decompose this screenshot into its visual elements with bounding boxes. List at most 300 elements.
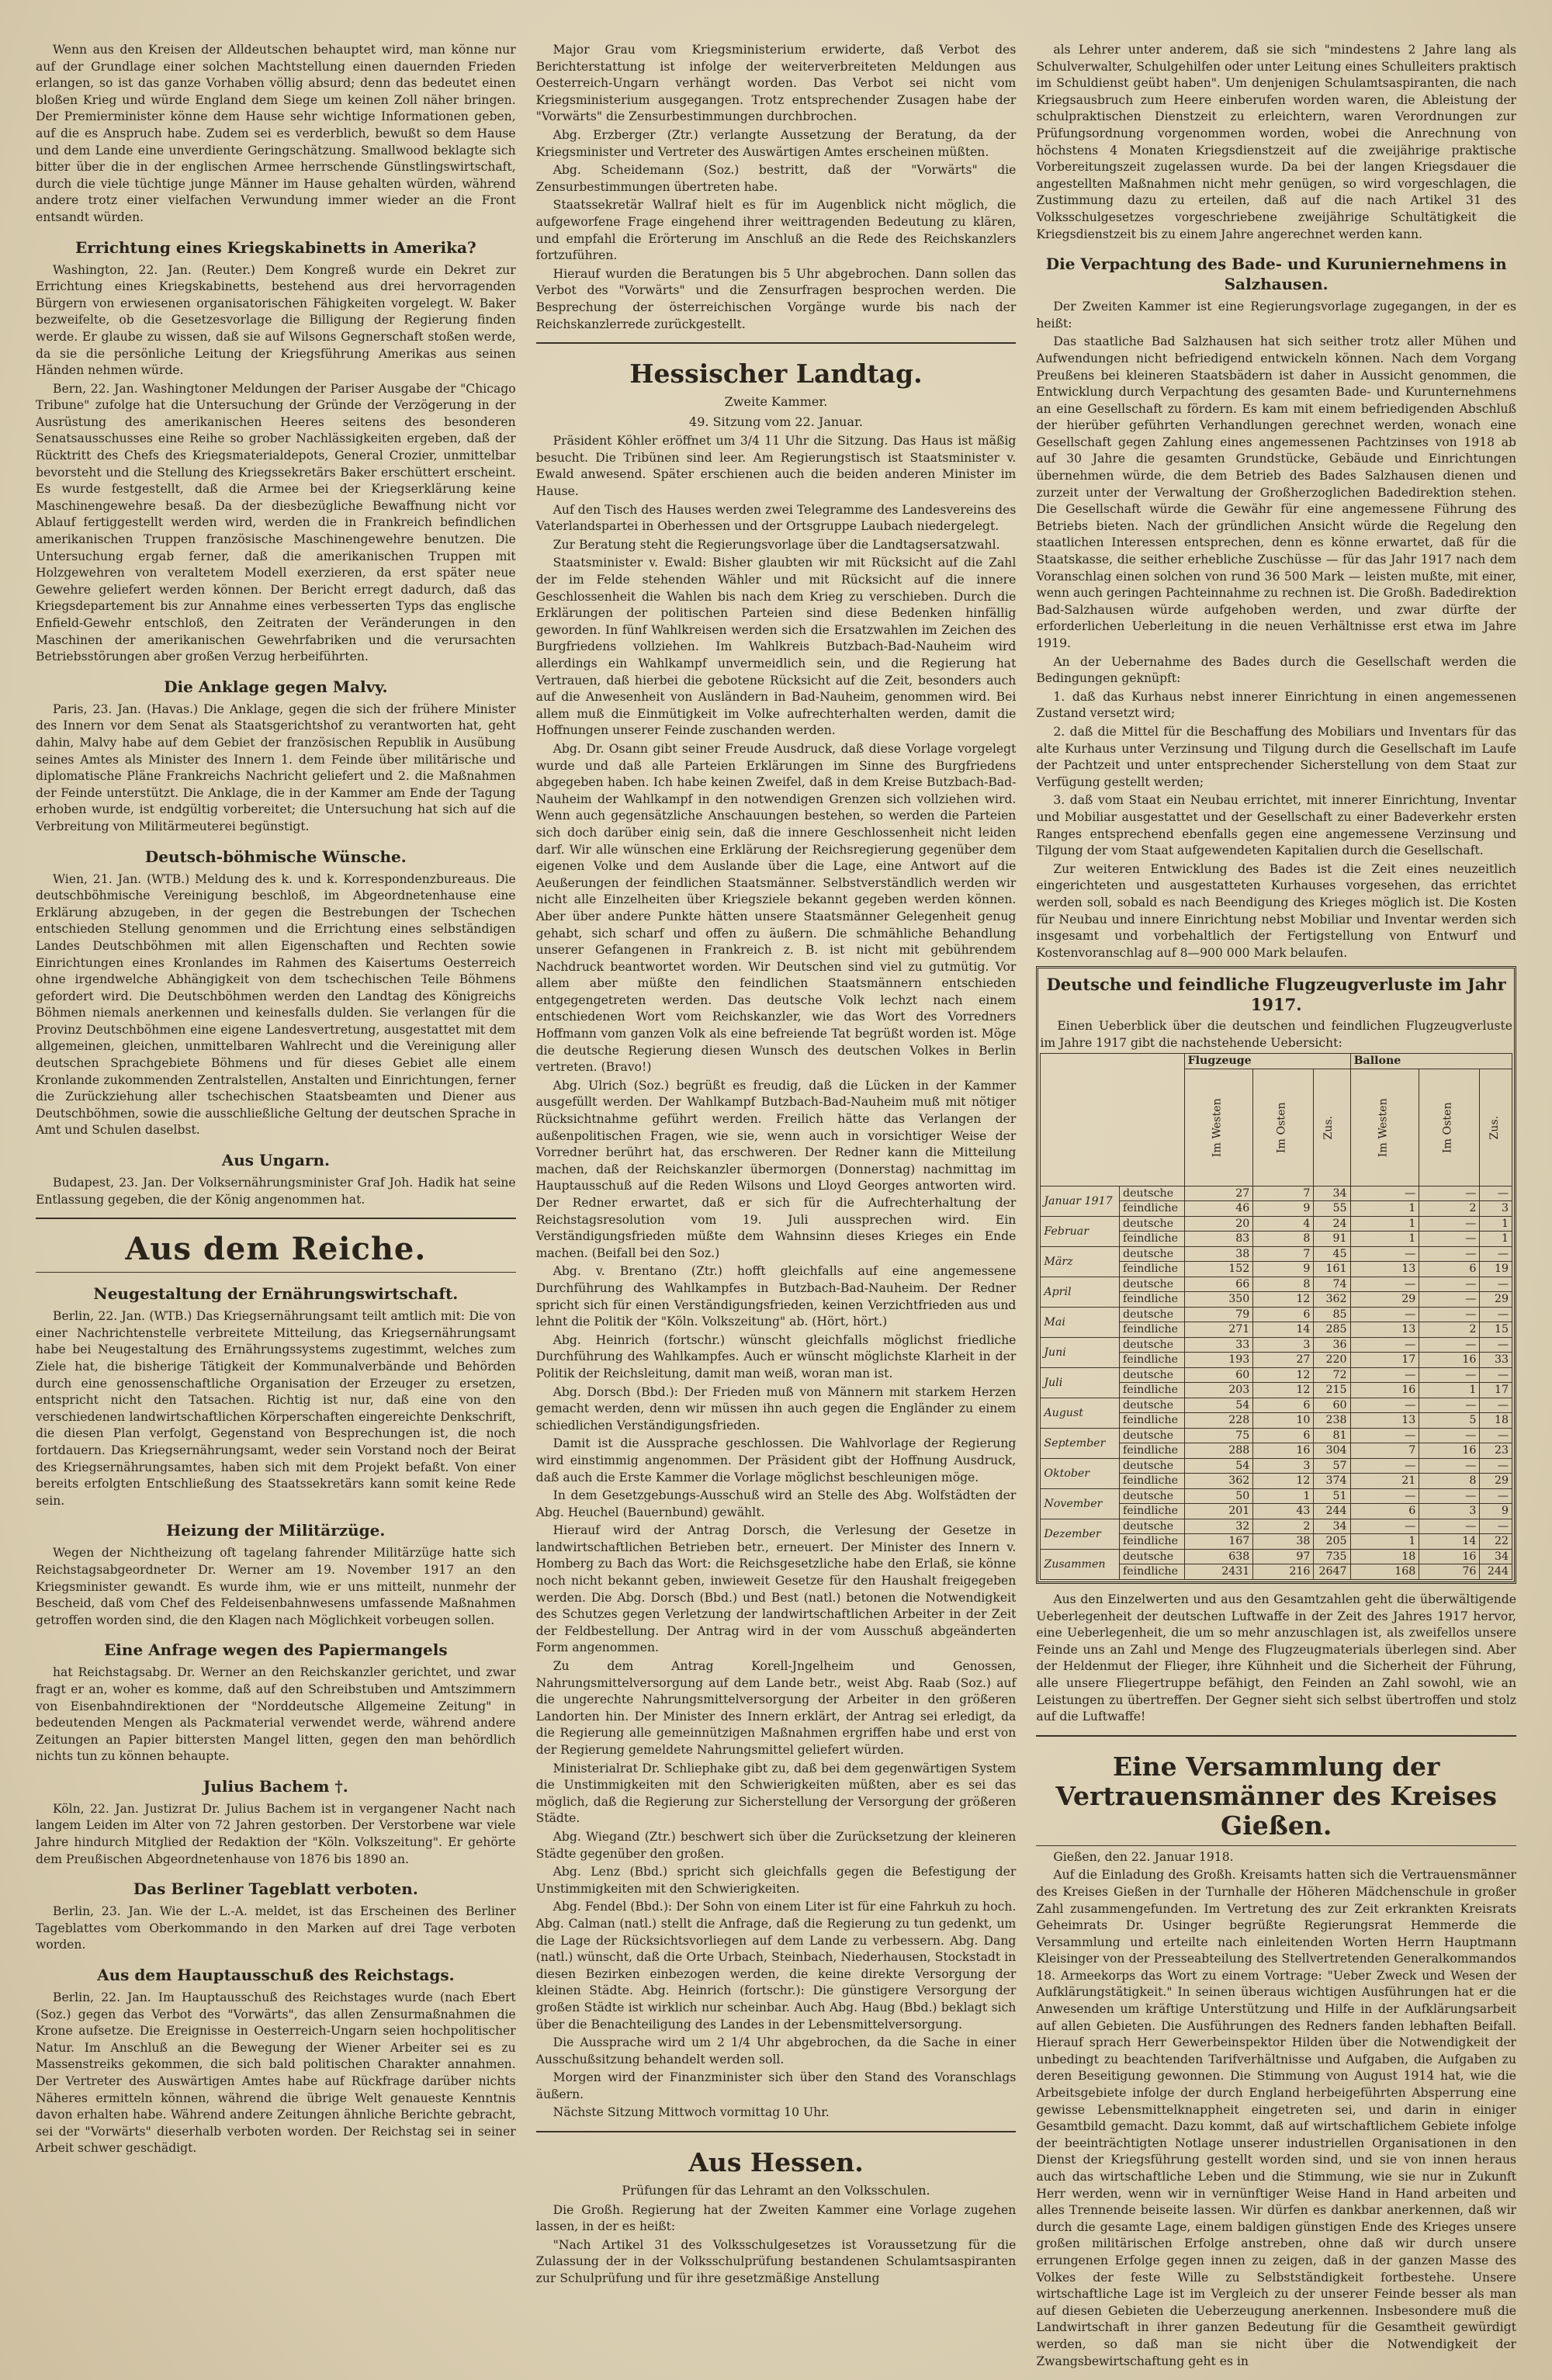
article-paragraph: als Lehrer unter anderem, daß sie sich "mindestens 2 Jahre lang als Schulverwalter, Schulgehilfen oder unter Leitung eines Schulleiters praktisch im Schuldienst geübt haben". Um denjenigen Schulamtsaspiranten, die nach Kriegsausbruch zum Heere einberufen worden waren, die Ableistung der schulpraktischen Dienstzeit zu erleichtern, waren Verordnungen zur Prüfungsordnung vorgenommen worden, wobei die Anrechnung von höchstens 4 Monaten Kriegsdienstzeit auf die zweijährige praktische Vorbereitungszeit zugelassen wurde. Da bei der langen Kriegsdauer die angestellten Maßnahmen nicht mehr genügen, so wird vorgeschlagen, die Zustimmung dazu zu erteilen, daß auf die nach Artikel 31 des Volksschulgesetzes vorgeschriebene zweijährige Schultätigkeit die Kriegsdienstzeit bis zu einem Jahre angerechnet werden kann.: [1036, 43, 1517, 241]
value-cell: 216: [1253, 1564, 1314, 1580]
table-title: Deutsche und feindliche Flugzeugverluste im Jahr 1917.: [1046, 975, 1506, 1015]
month-cell: August: [1041, 1398, 1120, 1428]
column-2: [536, 42, 1017, 2357]
value-cell: 288: [1184, 1443, 1253, 1459]
article-paragraph: Präsident Köhler eröffnet um 3/4 11 Uhr die Sitzung. Das Haus ist mäßig besucht. Die Tribünen sind leer. Am Regierungstisch ist Staatsminister v. Ewald anwesend. Später erschienen auch die beiden anderen Minister im Hause.: [535, 434, 1017, 499]
table-row: [1041, 1398, 1512, 1413]
value-cell: 9: [1480, 1504, 1512, 1519]
table-row: [1041, 1519, 1512, 1534]
month-cell: Februar: [1041, 1216, 1120, 1246]
section-subtitle: Zweite Kammer.: [724, 394, 828, 410]
month-cell: März: [1041, 1246, 1120, 1277]
value-cell: 36: [1314, 1337, 1350, 1353]
header-flugzeuge: Flugzeuge: [1184, 1054, 1350, 1069]
column-header-label: Im Osten: [1441, 1102, 1454, 1153]
value-cell: 38: [1253, 1534, 1314, 1550]
value-cell: —: [1480, 1307, 1512, 1322]
side-cell: feindliche: [1120, 1534, 1185, 1550]
side-cell: deutsche: [1120, 1549, 1185, 1564]
divider-rule: [1036, 1845, 1516, 1846]
column-header-label: Im Westen: [1377, 1098, 1390, 1157]
value-cell: 9: [1253, 1262, 1314, 1277]
value-cell: 18: [1480, 1413, 1512, 1429]
column-header: [1314, 1069, 1350, 1186]
value-cell: 203: [1184, 1383, 1253, 1398]
value-cell: —: [1350, 1398, 1419, 1413]
value-cell: —: [1419, 1428, 1480, 1443]
value-cell: 1: [1350, 1216, 1419, 1232]
value-cell: 152: [1184, 1262, 1253, 1277]
value-cell: 2: [1419, 1201, 1480, 1217]
article-paragraph: Paris, 23. Jan. (Havas.) Die Anklage, gegen die sich der frühere Minister des Innern vor dem Senat als Staatsgerichtshof zu verantworten hat, geht dahin, Malvy habe auf dem Gebiet der französischen Republik in Ausübung seines Amtes als Minister des Innern 1. dem Feinde über militärische und diplomatische Pläne Frankreichs Nachricht geliefert und 2. die Maßnahmen der Feinde unterstützt. Die Anklage, die in der Kammer am Ende der Tagung erhoben wurde, ist endgültig vorbereitet; die Untersuchung hat sich auf die Verbreitung von Militärmeuterei begünstigt.: [36, 702, 516, 833]
article-paragraph: Das staatliche Bad Salzhausen hat sich seither trotz aller Mühen und Aufwendungen nicht befriedigend entwickeln können. Nach dem Vorgang Preußens bei kleineren Staatsbädern ist daher in Aussicht genommen, die Entwicklung durch Verpachtung des gesamten Bade- und Kurunternehmens an eine Gesellschaft zu fördern. Es kam mit einem befriedigenden Abschluß der hierüber geführten Verhandlungen gerechnet werden, wonach eine Gesellschaft gegen Zahlung eines angemessenen Pachtzinses von 1918 ab auf 30 Jahre die gesamten Grundstücke, Gebäude und Einrichtungen übernehmen würde, die dem Betrieb des Bades Salzhausen dienen und zurzeit unter der Verwaltung der Großherzoglichen Badedirektion stehen. Die Gesellschaft würde die Gewähr für eine angemessene Führung des Betriebs bieten. Nach der gründlichen Ansicht würde die Regelung den staatlichen Interessen entsprechen, denn es könne erwartet, daß für die Staatskasse, die seither erhebliche Zuschüsse — für das Jahr 1917 nach dem Voranschlag einen solchen von rund 36 500 Mark — leisten mußte, mit einer, wenn auch geringen Pachteinnahme zu rechnen ist. Die Großh. Badedirektion Bad-Salzhausen würde aufgehoben werden, und zwar dürfte der erforderlichen Ueberleitung in die neuen Verhältnisse erst etwa im Jahre 1919.: [1036, 334, 1517, 650]
value-cell: 2431: [1184, 1564, 1253, 1580]
month-cell: Mai: [1041, 1307, 1120, 1337]
article-paragraph: 3. daß vom Staat ein Neubau errichtet, mit innerer Einrichtung, Inventar und Mobiliar ausgestattet und der Gesellschaft zu einer Badeverkehr ersten Ranges entsprechend ebenfalls gegen eine angemessene Verzinsung und Tilgung der vom Staat aufgewendeten Kapitalien durch die Gesellschaft.: [1036, 793, 1517, 858]
value-cell: 55: [1314, 1201, 1350, 1217]
side-cell: feindliche: [1120, 1564, 1185, 1580]
value-cell: 34: [1314, 1186, 1350, 1201]
month-cell: September: [1041, 1428, 1120, 1458]
value-cell: 5: [1419, 1413, 1480, 1429]
value-cell: 220: [1314, 1353, 1350, 1368]
value-cell: 24: [1314, 1216, 1350, 1232]
article-paragraph: Abg. Dr. Osann gibt seiner Freude Ausdruck, daß diese Vorlage vorgelegt wurde und daß alle Parteien Erklärungen im Sinne des Burgfriedens abgegeben haben. Ich habe keinen Zweifel, daß in dem Kreise Butzbach-Bad-Nauheim der Wahlkampf in den notwendigen Grenzen sich vollziehen wird. Wenn auch gegensätzliche Anschauungen bestehen, so werden die Parteien sich doch darüber einig sein, daß die innere Geschlossenheit nicht leiden darf. Wir alle wünschen eine Erklärung der Reichsregierung gegenüber dem eigenen Volke und dem Auslande über die Lage, eine Antwort auf die Aeußerungen der feindlichen Staatsmänner. Selbstverständlich werden wir nicht alle Einzelheiten über Kriegsziele bekannt gegeben werden können. Aber über andere Punkte hätten unsere Staatsmänner Gelegenheit genug gehabt, sich scharf und offen zu äußern. Die schmähliche Behandlung unserer Gefangenen in Frankreich z. B. ist nicht mit gebührendem Nachdruck beantwortet worden. Wir Deutschen sind viel zu gutmütig. Vor allem aber müßte den feindlichen Staatsmännern entschieden entgegengetreten werden. Das deutsche Volk lechzt nach einem entschiedenen Wort vom Reichskanzler, wie das Wort des Vorredners Hoffmann vom ganzen Volk als eine befreiende Tat begrüßt worden ist. Möge die deutsche Regierung diesen Wunsch des deutschen Volkes in Berlin vertreten. (Bravo!): [535, 741, 1017, 1075]
table-row: [1041, 1216, 1512, 1232]
side-cell: feindliche: [1120, 1443, 1185, 1459]
side-cell: feindliche: [1120, 1504, 1185, 1519]
value-cell: —: [1419, 1292, 1480, 1308]
value-cell: 13: [1350, 1413, 1419, 1429]
table-row: [1041, 1246, 1512, 1262]
value-cell: 6: [1253, 1428, 1314, 1443]
column-header-label: Im Osten: [1275, 1102, 1288, 1153]
value-cell: 21: [1350, 1474, 1419, 1489]
value-cell: —: [1419, 1519, 1480, 1534]
value-cell: 34: [1314, 1519, 1350, 1534]
column-header: [1480, 1069, 1512, 1186]
value-cell: 83: [1184, 1232, 1253, 1247]
value-cell: 7: [1253, 1186, 1314, 1201]
value-cell: 8: [1419, 1474, 1480, 1489]
article-paragraph: Abg. Ulrich (Soz.) begrüßt es freudig, daß die Lücken in der Kammer ausgefüllt werden. Der Wahlkampf Butzbach-Bad-Nauheim muß mit nötiger Rücksichtnahme geführt werden. Freilich hätte das Verlangen der außenpolitischen Fragen, wie sie, wenn auch in vorsichtiger Weise der Vorredner berührt hat, das erschweren. Der Redner kann die Mitteilung machen, daß der Reichskanzler übermorgen (Donnerstag) nachmittag im Hauptausschuß auf die Reden Wilsons und Lloyd Georges antworten wird. Der Redner erwartet, daß er sich für die Aufrechterhaltung der Reichstagsresolution vom 19. Juli aussprechen wird. Ein Verständigungsfrieden müßte dem Wahnsinn dieses Krieges ein Ende machen. (Beifall bei den Soz.): [535, 1078, 1017, 1260]
value-cell: —: [1419, 1398, 1480, 1413]
value-cell: 1: [1350, 1232, 1419, 1247]
value-cell: 12: [1253, 1367, 1314, 1383]
value-cell: —: [1419, 1216, 1480, 1232]
value-cell: —: [1419, 1458, 1480, 1474]
article-paragraph: Bern, 22. Jan. Washingtoner Meldungen der Pariser Ausgabe der "Chicago Tribune" zufolge hat die Untersuchung der Gründe der Verzögerung in der Ausrüstung des amerikanischen Heeres seitens des besonderen Senatsausschusses eine Reihe so grober Nachlässigkeiten ergeben, daß der Rücktritt des Chefs des Kriegsmaterialdepots, General Crozier, unmittelbar bevorsteht und die Stellung des Kriegssekretärs Baker erschüttert erscheint. Es wurde festgestellt, daß die Armee bei der Kriegserklärung keine Maschinengewehre besaß. Da der diesbezügliche Bewaffnung nicht vor Ablauf fertiggestellt werden wird, werden die in Frankreich befindlichen amerikanischen Truppen französische Maschinengewehre benutzen. Die Untersuchung ergab ferner, daß die amerikanischen Truppen mit Holzgewehren von veraltetem Modell exerzieren, da erst später neue Gewehre geliefert werden können. Der Bericht erregt dadurch, daß das Kriegsdepartement bis zur Annahme eines verbesserten Typs das englische Enfield-Gewehr entschloß, den Zeitraten der Veränderungen in den Maschinen der amerikanischen Gewehrfabriken und die verursachten Betriebsstörungen aber großen Verzug herbeiführten.: [36, 381, 516, 664]
value-cell: 167: [1184, 1534, 1253, 1550]
value-cell: 91: [1314, 1232, 1350, 1247]
article-paragraph: Auf den Tisch des Hauses werden zwei Telegramme des Landesvereins des Vaterlandspartei in Oberhessen und der Ortsgruppe Laubach niedergelegt.: [535, 502, 1017, 534]
value-cell: 50: [1184, 1488, 1253, 1504]
article-paragraph: Abg. Heinrich (fortschr.) wünscht gleichfalls möglichst friedliche Durchführung des Wahlkampfes. Auch er wünscht möglichste Klarheit in der Politik der Reichsleitung, damit man weiß, woran man ist.: [535, 1332, 1017, 1381]
article-paragraph: Major Grau vom Kriegsministerium erwiderte, daß Verbot des Berichterstattung ist infolge der weiterverbreiteten Meldungen aus Oesterreich-Ungarn verhängt worden. Das Verbot sei nicht vom Kriegsministerium ausgegangen. Trotz entsprechender Zusagen habe der "Vorwärts" die Zensurbestimmungen durchbrochen.: [535, 43, 1017, 124]
article-paragraph: "Nach Artikel 31 des Volksschulgesetzes ist Voraussetzung für die Zulassung der in der Volksschulprüfung bestandenen Schulamtsaspiranten zur Schulprüfung und für ihre gesetzmäßige Anstellung: [535, 2237, 1017, 2286]
article-headline: Hessischer Landtag.: [629, 359, 923, 390]
value-cell: —: [1480, 1398, 1512, 1413]
session-line: 49. Sitzung vom 22. Januar.: [689, 414, 863, 429]
side-cell: deutsche: [1120, 1428, 1185, 1443]
value-cell: —: [1480, 1519, 1512, 1534]
side-cell: feindliche: [1120, 1292, 1185, 1308]
value-cell: 2: [1253, 1519, 1314, 1534]
value-cell: 27: [1184, 1186, 1253, 1201]
article-paragraph: Abg. Erzberger (Ztr.) verlangte Aussetzung der Beratung, da der Kriegsminister und Vertreter des Auswärtigen Amtes erscheinen müßten.: [535, 127, 1017, 159]
value-cell: —: [1350, 1246, 1419, 1262]
value-cell: —: [1350, 1186, 1419, 1201]
value-cell: —: [1419, 1232, 1480, 1247]
value-cell: 2647: [1314, 1564, 1350, 1580]
column-header: [1419, 1069, 1480, 1186]
value-cell: 54: [1184, 1458, 1253, 1474]
value-cell: 79: [1184, 1307, 1253, 1322]
value-cell: 4: [1253, 1216, 1314, 1232]
value-cell: 15: [1480, 1322, 1512, 1338]
value-cell: 362: [1184, 1474, 1253, 1489]
value-cell: 1: [1253, 1488, 1314, 1504]
article-headline: Aus dem Hauptausschuß des Reichstags.: [97, 1966, 455, 1985]
value-cell: 1: [1480, 1216, 1512, 1232]
table-row: [1041, 1428, 1512, 1443]
article-paragraph: Nächste Sitzung Mittwoch vormittag 10 Uhr.: [553, 2105, 830, 2120]
value-cell: 6: [1419, 1262, 1480, 1277]
article-headline: Errichtung eines Kriegskabinetts in Amerika?: [74, 237, 476, 257]
article-paragraph: Abg. Dorsch (Bbd.): Der Frieden muß von Männern mit starkem Herzen gemacht werden, denn wir müssen ihn auch gegen die Engländer zu einem schiedlichen Verständigungsfrieden.: [535, 1384, 1017, 1433]
article-paragraph: Staatssekretär Wallraf hielt es für im Augenblick nicht möglich, die aufgeworfene Frage eingehend ihrer weittragenden Bedeutung zu klären, und empfahl die Erörterung im Anschluß an die Rede des Reichskanzlers fortzuführen.: [535, 198, 1017, 263]
value-cell: 215: [1314, 1383, 1350, 1398]
value-cell: 7: [1253, 1246, 1314, 1262]
side-cell: feindliche: [1120, 1413, 1185, 1429]
value-cell: 13: [1350, 1262, 1419, 1277]
side-cell: feindliche: [1120, 1232, 1185, 1247]
article-paragraph: Budapest, 23. Jan. Der Volksernährungsminister Graf Joh. Hadik hat seine Entlassung gegeben, die der König angenommen hat.: [36, 1176, 516, 1207]
table-row: [1041, 1549, 1512, 1564]
article-paragraph: Zur Beratung steht die Regierungsvorlage über die Landtagsersatzwahl.: [553, 537, 1000, 552]
article-paragraph: Berlin, 22. Jan. Im Hauptausschuß des Reichstages wurde (nach Ebert (Soz.) gegen das Verbot des "Vorwärts", das allen Zensurmaßnahmen die Krone aufsetze. Die Ereignisse in Oesterreich-Ungarn seien hochpolitischer Natur. Im Anschluß an die Bewegung der Wiener Arbeiter sei es zu Massenstreiks gekommen, die sich bald politischen Charakter annahmen. Der Vertreter des Auswärtigen Amtes habe auf Rückfrage darüber nichts Näheres ermitteln können, während die übrige Welt genaueste Kenntnis davon erhalten habe. Während andere Zeitungen ähnliche Berichte gebracht, sei der "Vorwärts" dieserhalb verboten worden. Der Reichstag sei in seiner Arbeit schwer geschädigt.: [36, 1990, 516, 2156]
value-cell: —: [1480, 1488, 1512, 1504]
side-cell: feindliche: [1120, 1322, 1185, 1338]
column-header: [1350, 1069, 1419, 1186]
value-cell: 33: [1184, 1337, 1253, 1353]
article-paragraph: Abg. Lenz (Bbd.) spricht sich gleichfalls gegen die Befestigung der Unstimmigkeiten mit den Schwierigkeiten.: [535, 1865, 1017, 1896]
article-paragraph: Der Zweiten Kammer ist eine Regierungsvorlage zugegangen, in der es heißt:: [1036, 300, 1517, 331]
value-cell: 13: [1350, 1322, 1419, 1338]
value-cell: —: [1350, 1428, 1419, 1443]
value-cell: 304: [1314, 1443, 1350, 1459]
value-cell: 1: [1350, 1534, 1419, 1550]
table-row: [1041, 1186, 1512, 1201]
article-paragraph: Auf die Einladung des Großh. Kreisamts hatten sich die Vertrauensmänner des Kreises Gießen in der Turnhalle der Höheren Mädchenschule in großer Zahl zusammengefunden. Im Vertretung des zur Zeit erkrankten Kreisrats Geheimrats Dr. Usinger begrüßte Regierungsrat Hemmerde die Versammlung und erteilte nach einleitenden Worten Herrn Hauptmann Kleisinger von der Presseabteilung des Stellvertretenden Generalkommandos 18. Armeekorps das Wort zu einem Vortrage: "Ueber Zweck und Wesen der Aufklärungstätigkeit." In seinen überaus wichtigen Ausführungen hat er die Anwesenden um kräftige Unterstützung und Hilfe in der Aufklärungsarbeit auf allen Gebieten. Die Ausführungen des Redners fanden lebhaften Beifall. Hierauf sprach Herr Gewerbeinspektor Hilden über die Notwendigkeit der unbedingt zu beachtenden Tarifverhältnisse und Aufgaben, die Aufgaben zu deren Beseitigung gewonnen. Die Stimmung von August 1914 hat, wie die Arbeitsgebiete infolge der durch England herbeigeführten Absperrung eine gewisse Lebensmittelknappheit eingetreten sei, und darin in einiger Gesamtbild gemacht. Dazu kommt, daß auf wirtschaftlichem Gebiete infolge der beeinträchtigten Notlage unserer industriellen Organisationen in den Dienst der Kriegsführung gestellt worden sind, und sie von innen heraus auch das wirtschaftliche Leben und die Stimmung, wie sie nur in Zukunft Herr werden, wenn wir in vernünftiger Weise Hand in Hand arbeiten und alles Trennende beiseite lassen. Wir dürfen es dankbar anerkennen, daß wir durch die gesamte Lage, einem baldigen günstigen Ende des Krieges unsere großen militärischen Erfolge anstreben, ohne daß wir durch unsere errungenen Erfolge gegen innen zu zeigen, daß in der ganzen Masse des Volkes der feste Wille zu Selbstständigkeit fortbestehe. Unsere wirtschaftliche Lage ist im Vergleich zu der unserer Feinde besser als man auf diesen Gebieten die Ueberzeugung anerkennen. Insbesondere muß die Landwirtschaft in ihrer ganzen Bedeutung für die Gesamtheit gewürdigt werden, so daß man sie nicht über die Notwendigkeit der Zwangsbewirtschaftung geht es in: [1036, 1868, 1517, 2368]
article-headline: Eine Anfrage wegen des Papiermangels: [104, 1640, 448, 1660]
value-cell: —: [1480, 1367, 1512, 1383]
value-cell: 33: [1480, 1353, 1512, 1368]
table-row: [1041, 1307, 1512, 1322]
article-paragraph: 1. daß das Kurhaus nebst innerer Einrichtung in einen angemessenen Zustand versetzt wird;: [1036, 689, 1517, 721]
value-cell: 46: [1184, 1201, 1253, 1217]
table-row: [1041, 1277, 1512, 1292]
value-cell: 238: [1314, 1413, 1350, 1429]
value-cell: —: [1419, 1307, 1480, 1322]
value-cell: 14: [1419, 1534, 1480, 1550]
value-cell: —: [1480, 1277, 1512, 1292]
month-cell: November: [1041, 1488, 1120, 1519]
value-cell: 57: [1314, 1458, 1350, 1474]
side-cell: deutsche: [1120, 1398, 1185, 1413]
value-cell: 1: [1350, 1201, 1419, 1217]
section-subtitle: Prüfungen für das Lehramt an den Volksschulen.: [622, 2183, 930, 2198]
article-headline: Neugestaltung der Ernährungswirtschaft.: [93, 1284, 459, 1304]
table-corner: [1041, 1054, 1184, 1187]
value-cell: —: [1350, 1337, 1419, 1353]
value-cell: 6: [1350, 1504, 1419, 1519]
value-cell: 16: [1419, 1353, 1480, 1368]
value-cell: 161: [1314, 1262, 1350, 1277]
value-cell: —: [1480, 1458, 1512, 1474]
column-header: [1253, 1069, 1314, 1186]
value-cell: 60: [1314, 1398, 1350, 1413]
value-cell: —: [1350, 1488, 1419, 1504]
value-cell: 244: [1480, 1564, 1512, 1580]
article-paragraph: Gießen, den 22. Januar 1918.: [1053, 1849, 1234, 1864]
value-cell: 9: [1253, 1201, 1314, 1217]
value-cell: 29: [1480, 1474, 1512, 1489]
value-cell: —: [1350, 1367, 1419, 1383]
article-paragraph: Zur weiteren Entwicklung des Bades ist die Zeit eines neuzeitlich eingerichteten und ausgestatteten Kurhauses vorgesehen, das errichtet werden soll, sobald es nach Beendigung des Krieges möglich ist. Die Kosten für Neubau und innere Einrichtung nebst Mobiliar und Inventar werden sich insgesamt und vorbehaltlich der Fertigstellung von Entwurf und Kostenvoranschlag auf 8—900 000 Mark belaufen.: [1036, 861, 1517, 960]
value-cell: 16: [1419, 1443, 1480, 1459]
article-paragraph: Hierauf wird der Antrag Dorsch, die Verlesung der Gesetze in landwirtschaftlichen Betrieben betr., erneuert. Der Minister des Innern v. Homberg zu Bach das Wort: die Reichsgesetzliche habe den Erlaß, sie könne noch nicht bekannt geben, inwieweit Gesetze für den Haushalt freigegeben werden. Die Abg. Dorsch (Bbd.) und Best (natl.) betonen die Notwendigkeit des Schutzes gegen Verletzung der landwirtschaftlichen Arbeiter in der Zeit der Feldbestellung. Der Antrag wird in der vom Ausschuß abgeänderten Form angenommen.: [535, 1523, 1017, 1655]
article-paragraph: Die Großh. Regierung hat der Zweiten Kammer eine Vorlage zugehen lassen, in der es heißt:: [535, 2202, 1017, 2234]
article-headline: Eine Versammlung der Vertrauensmänner des Kreises Gießen.: [1055, 1751, 1497, 1841]
article-paragraph: Berlin, 23. Jan. Wie der L.-A. meldet, ist das Erscheinen des Berliner Tageblattes vom Oberkommando in den Marken auf drei Tage verboten worden.: [36, 1904, 516, 1952]
value-cell: 8: [1253, 1277, 1314, 1292]
value-cell: 45: [1314, 1246, 1350, 1262]
divider-rule: [536, 342, 1017, 344]
value-cell: 3: [1253, 1337, 1314, 1353]
value-cell: —: [1350, 1277, 1419, 1292]
value-cell: 362: [1314, 1292, 1350, 1308]
article-paragraph: Köln, 22. Jan. Justizrat Dr. Julius Bachem ist in vergangener Nacht nach langem Leiden im Alter von 72 Jahren gestorben. Der Verstorbene war viele Jahre hindurch Mitglied der Redaktion der "Köln. Volkszeitung". Er gehörte dem Preußischen Abgeordnetenhause von 1876 bis 1890 an.: [36, 1801, 516, 1866]
side-cell: deutsche: [1120, 1216, 1185, 1232]
value-cell: 32: [1184, 1519, 1253, 1534]
table-row: [1041, 1458, 1512, 1474]
value-cell: 27: [1253, 1353, 1314, 1368]
value-cell: 735: [1314, 1549, 1350, 1564]
value-cell: 638: [1184, 1549, 1253, 1564]
value-cell: 350: [1184, 1292, 1253, 1308]
value-cell: —: [1419, 1367, 1480, 1383]
value-cell: 271: [1184, 1322, 1253, 1338]
value-cell: —: [1419, 1488, 1480, 1504]
value-cell: 16: [1419, 1549, 1480, 1564]
value-cell: 3: [1419, 1504, 1480, 1519]
value-cell: 38: [1184, 1246, 1253, 1262]
value-cell: 18: [1350, 1549, 1419, 1564]
value-cell: 16: [1253, 1443, 1314, 1459]
value-cell: 22: [1480, 1534, 1512, 1550]
table-row: [1041, 1367, 1512, 1383]
article-paragraph: Berlin, 22. Jan. (WTB.) Das Kriegsernährungsamt teilt amtlich mit: Die von einer Nachrichtenstelle verbreitete Mitteilung, das Kriegsernährungsamt habe bei Neugestaltung des Ernährungssystems zugestimmt, welches zum Ziele hat, die bisherige Tätigkeit der Kommunalverbände und Behörden durch eine genossenschaftliche Organisation der Erzeuger zu ersetzen, entspricht nicht den Tatsachen. Richtig ist nur, daß eine von den verschiedenen landwirtschaftlichen Körperschaften eingereichte Denkschrift, die diesen Plan verfolgt, Gegenstand von Besprechungen ist, die noch fortdauern. Das Kriegsernährungsamt, weder sein Vorstand noch der Beirat des Kriegsernährungsamtes, haben sich mit dem Projekt befaßt. Von einer bereits erfolgten Entschließung des Staatssekretärs kann somit keine Rede sein.: [36, 1309, 516, 1508]
side-cell: deutsche: [1120, 1519, 1185, 1534]
value-cell: 19: [1480, 1262, 1512, 1277]
column-1: [36, 42, 516, 2357]
column-header: [1184, 1069, 1253, 1186]
article-paragraph: Staatsminister v. Ewald: Bisher glaubten wir mit Rücksicht auf die Zahl der im Felde stehenden Wähler und mit Rücksicht auf die innere Geschlossenheit die Wahlen bis nach dem Krieg zu verschieben. Durch die Erklärungen der politischen Parteien sind diese Bedenken hinfällig geworden. In fünf Wahlkreisen werden sich die Ersatzwahlen im Zeichen des Burgfriedens vollziehen. Im Wahlkreis Butzbach-Bad-Nauheim wird allerdings ein Wahlkampf unvermeidlich sein, und die Regierung hat Vertrauen, daß hierbei die gebotene Rücksicht auf die Zeit, besonders auch auf die Anwesenheit von Ausländern in Bad-Nauheim, genommen wird. Bei allem muß die Einmütigkeit im Volke aufrechterhalten werden, damit die Hoffnungen unserer Feinde zuschanden werden.: [535, 556, 1017, 738]
flight-loss-table-box: [1036, 966, 1516, 1584]
value-cell: 6: [1253, 1398, 1314, 1413]
divider-rule: [1036, 1735, 1516, 1737]
value-cell: 10: [1253, 1413, 1314, 1429]
side-cell: feindliche: [1120, 1383, 1185, 1398]
value-cell: 85: [1314, 1307, 1350, 1322]
article-paragraph: Abg. v. Brentano (Ztr.) hofft gleichfalls auf eine angemessene Durchführung des Wahlkampfes in Butzbach-Bad-Nauheim. Der Redner spricht sich für einen Verständigungsfrieden, keinen Verzichtfrieden aus und lehnt die Politik der "Köln. Volkszeitung" ab. (Hört, hört.): [535, 1264, 1017, 1329]
article-paragraph: Wien, 21. Jan. (WTB.) Meldung des k. und k. Korrespondenzbureaus. Die deutschböhmische Vereinigung beschloß, im Abgeordnetenhause eine Erklärung abzugeben, in der gegen die Bestrebungen der Tschechen entschieden Stellung genommen und die Errichtung eines selbständigen Landes Deutschböhmen mit allen Eigenschaften und Rechten sowie Einrichtungen eines Kronlandes im Rahmen des Kaisertums Oesterreich ohne irgendwelche Abhängigkeit von dem tschechischen Teile Böhmens gefordert wird. Die Deutschböhmen werden den Landtag des Königreichs Böhmen niemals anerkennen und keinesfalls dulden. Sie verlangen für die Provinz Deutschböhmen eine eigene Landesvertretung, ausgestattet mit dem allgemeinen, gleichen, unmittelbaren Wahlrecht und die Vereinigung aller deutschen Sprachgebiete Böhmens und für dieses Gebiet alle einem Kronlande zukommenden Zentralstellen, Anstalten und Einrichtungen, ferner die Zurückziehung aller tschechischen Staatsbeamten und Diener aus Deutschböhmen, sowie die ausschließliche Geltung der deutschen Sprache in Amt und Schulen daselbst.: [36, 871, 516, 1138]
value-cell: —: [1480, 1337, 1512, 1353]
article-headline: Aus dem Reiche.: [125, 1231, 427, 1268]
article-paragraph: Zu dem Antrag Korell-Jngelheim und Genossen, Nahrungsmittelversorgung auf dem Lande betr., weist Abg. Raab (Soz.) auf die ungerechte Nahrungsmittelversorgung der Arbeiter in den größeren Landorten hin. Der Minister des Innern erklärt, der Antrag sei erledigt, da die Regierung alle gemeinnützigen Maßnahmen ergriffen habe und erst von der Regierung gemeldete Nahrungsmittel geliefert würden.: [535, 1659, 1017, 1757]
value-cell: 17: [1350, 1353, 1419, 1368]
value-cell: 76: [1419, 1564, 1480, 1580]
article-paragraph: Abg. Fendel (Bbd.): Der Sohn von einem Liter ist für eine Fahrkuh zu hoch. Abg. Calman (natl.) stellt die Anfrage, daß die Regierung zu tun gedenkt, um die Lage der Rücksichtsvorliegen auf dem Lande zu verbessern. Abg. Dang (natl.) wünscht, daß die Orte Urbach, Steinbach, Niederhausen, Stockstadt in diesen Bezirken einbezogen werden, die keine direkte Versorgung der kleinen Städte. Abg. Heinrich (fortschr.): Die günstigere Versorgung der großen Städte ist wirklich nur scheinbar. Auch Abg. Haug (Bbd.) beklagt sich über die Benachteiligung des Landes in der Lebensmittelversorgung.: [535, 1900, 1017, 2032]
article-headline: Heizung der Militärzüge.: [166, 1521, 386, 1540]
article-paragraph: Hierauf wurden die Beratungen bis 5 Uhr abgebrochen. Dann sollen das Verbot des "Vorwärts" und die Zensurfragen besprochen werden. Die Besprechung der österreichischen Vorgänge wurde bis nach der Reichskanzlerrede zurückgestellt.: [535, 266, 1017, 331]
value-cell: 66: [1184, 1277, 1253, 1292]
value-cell: 205: [1314, 1534, 1350, 1550]
value-cell: —: [1480, 1428, 1512, 1443]
value-cell: 244: [1314, 1504, 1350, 1519]
side-cell: feindliche: [1120, 1474, 1185, 1489]
month-cell: Juli: [1041, 1367, 1120, 1398]
value-cell: —: [1419, 1186, 1480, 1201]
value-cell: 14: [1253, 1322, 1314, 1338]
table-intro: Einen Ueberblick über die deutschen und feindlichen Flugzeugverluste im Jahre 1917 gibt die nachstehende Uebersicht:: [1040, 1019, 1513, 1050]
value-cell: 12: [1253, 1383, 1314, 1398]
value-cell: 97: [1253, 1549, 1314, 1564]
article-headline: Aus Ungarn.: [221, 1151, 330, 1170]
divider-rule: [36, 1272, 516, 1273]
article-paragraph: Washington, 22. Jan. (Reuter.) Dem Kongreß wurde ein Dekret zur Errichtung eines Kriegskabinetts, bestehend aus drei hervorragenden Bürgern von erwiesenen organisatorischen Fähigkeiten vorgelegt. W. Baker bezweifelte, ob die Gesetzesvorlage die Billigung der Regierung finden werde. Er glaube zu wissen, daß sie auf Wilsons Gegnerschaft stoßen werde, da sie die persönliche Leitung der Kriegsführung Amerikas aus seinen Händen nehmen würde.: [36, 262, 516, 378]
value-cell: 285: [1314, 1322, 1350, 1338]
value-cell: 3: [1253, 1458, 1314, 1474]
side-cell: deutsche: [1120, 1367, 1185, 1383]
value-cell: —: [1350, 1458, 1419, 1474]
article-headline: Deutsch-böhmische Wünsche.: [144, 847, 407, 866]
side-cell: deutsche: [1120, 1337, 1185, 1353]
article-paragraph: 2. daß die Mittel für die Beschaffung des Mobiliars und Inventars für das alte Kurhaus unter Verzinsung und Tilgung durch die Gesellschaft im Laufe der Pachtzeit und unter entsprechender Sicherstellung von dem Staat zur Verfügung gestellt werden;: [1036, 724, 1517, 789]
value-cell: 6: [1253, 1307, 1314, 1322]
column-header-label: Zus.: [1488, 1115, 1502, 1140]
value-cell: 16: [1350, 1383, 1419, 1398]
value-cell: —: [1350, 1307, 1419, 1322]
article-paragraph: Morgen wird der Finanzminister sich über den Stand des Voranschlags äußern.: [535, 2070, 1017, 2101]
value-cell: 34: [1480, 1549, 1512, 1564]
value-cell: 1: [1419, 1383, 1480, 1398]
value-cell: 2: [1419, 1322, 1480, 1338]
side-cell: deutsche: [1120, 1458, 1185, 1474]
month-cell: Dezember: [1041, 1519, 1120, 1549]
value-cell: 228: [1184, 1413, 1253, 1429]
value-cell: 75: [1184, 1428, 1253, 1443]
value-cell: 51: [1314, 1488, 1350, 1504]
value-cell: 29: [1480, 1292, 1512, 1308]
article-paragraph: Wegen der Nichtheizung oft tagelang fahrender Militärzüge hatte sich Reichstagsabgeordneter Dr. Werner am 19. November 1917 an den Kriegsminister gewandt. Es wurde ihm, wie er uns mitteilt, nunmehr der Bescheid, daß vom Chef des Feldeisenbahnwesens umfassende Maßnahmen getroffen worden sind, die den Klagen nach Möglichkeit vorbeugen sollen.: [36, 1546, 516, 1627]
article-paragraph: An der Uebernahme des Bades durch die Gesellschaft werden die Bedingungen geknüpft:: [1036, 654, 1517, 686]
value-cell: 3: [1480, 1201, 1512, 1217]
article-paragraph: Abg. Wiegand (Ztr.) beschwert sich über die Zurücksetzung der kleineren Städte gegenüber den großen.: [535, 1829, 1017, 1861]
divider-rule: [36, 1218, 516, 1219]
table-row: [1041, 1337, 1512, 1353]
value-cell: 81: [1314, 1428, 1350, 1443]
value-cell: 168: [1350, 1564, 1419, 1580]
month-cell: Juni: [1041, 1337, 1120, 1367]
month-cell: Oktober: [1041, 1458, 1120, 1488]
value-cell: 60: [1184, 1367, 1253, 1383]
side-cell: deutsche: [1120, 1246, 1185, 1262]
value-cell: —: [1419, 1337, 1480, 1353]
side-cell: deutsche: [1120, 1307, 1185, 1322]
flight-loss-table: [1040, 1053, 1512, 1580]
value-cell: —: [1419, 1246, 1480, 1262]
value-cell: 54: [1184, 1398, 1253, 1413]
article-paragraph: Abg. Scheidemann (Soz.) bestritt, daß der "Vorwärts" die Zensurbestimmungen übertreten habe.: [535, 163, 1017, 194]
column-3: [1036, 42, 1517, 2368]
value-cell: 12: [1253, 1292, 1314, 1308]
header-ballone: Ballone: [1350, 1054, 1512, 1069]
value-cell: 374: [1314, 1474, 1350, 1489]
side-cell: deutsche: [1120, 1488, 1185, 1504]
article-paragraph: Ministerialrat Dr. Schliephake gibt zu, daß bei dem gegenwärtigen System die Unstimmigkeiten mit den Schwierigkeiten müßten, aber es sei das möglich, daß die Regierung zur Sicherstellung der Versorgung der größeren Städte.: [535, 1761, 1017, 1826]
article-paragraph: Die Aussprache wird um 2 1/4 Uhr abgebrochen, da die Sache in einer Ausschußsitzung behandelt werden soll.: [535, 2035, 1017, 2066]
side-cell: deutsche: [1120, 1277, 1185, 1292]
article-headline: Aus Hessen.: [688, 2147, 864, 2178]
article-paragraph: Aus den Einzelwerten und aus den Gesamtzahlen geht die überwältigende Ueberlegenheit der deutschen Luftwaffe in der Zeit des Jahres 1917 hervor, eine Ueberlegenheit, die um so mehr anzuschlagen ist, als zweifellos unsere Feinde uns an Zahl und Menge des Flugzeugmaterials überlegen sind. Aber der Heldenmut der Flieger, ihre Kühnheit und die Sicherheit der Führung, alle unsere Fliegertruppe befähigt, den Feinden an Zahl sowohl, wie an Leistungen zu übertreffen. Der Gegner sieht sich selbst übertroffen und stolz auf die Luftwaffe!: [1036, 1592, 1517, 1724]
value-cell: —: [1480, 1246, 1512, 1262]
value-cell: 72: [1314, 1367, 1350, 1383]
column-header-label: Im Westen: [1211, 1098, 1224, 1157]
value-cell: 7: [1350, 1443, 1419, 1459]
article-paragraph: Damit ist die Aussprache geschlossen. Die Wahlvorlage der Regierung wird einstimmig angenommen. Der Präsident gibt der Hoffnung Ausdruck, daß auch die Erste Kammer die Vorlage möglichst beschleunigen möge.: [535, 1436, 1017, 1484]
value-cell: 17: [1480, 1383, 1512, 1398]
column-header-label: Zus.: [1322, 1115, 1335, 1140]
divider-rule: [536, 2131, 1017, 2132]
month-cell: April: [1041, 1277, 1120, 1307]
value-cell: —: [1350, 1519, 1419, 1534]
month-cell: Zusammen: [1041, 1549, 1120, 1579]
article-headline: Julius Bachem †.: [203, 1776, 348, 1796]
value-cell: 29: [1350, 1292, 1419, 1308]
side-cell: feindliche: [1120, 1353, 1185, 1368]
article-headline: Das Berliner Tageblatt verboten.: [133, 1879, 418, 1899]
value-cell: 43: [1253, 1504, 1314, 1519]
value-cell: 74: [1314, 1277, 1350, 1292]
value-cell: 20: [1184, 1216, 1253, 1232]
side-cell: feindliche: [1120, 1262, 1185, 1277]
value-cell: 1: [1480, 1232, 1512, 1247]
value-cell: 8: [1253, 1232, 1314, 1247]
value-cell: 12: [1253, 1474, 1314, 1489]
value-cell: 23: [1480, 1443, 1512, 1459]
article-paragraph: hat Reichstagsabg. Dr. Werner an den Reichskanzler gerichtet, und zwar fragt er an, woher es komme, daß auf den Schreibstuben und Amtszimmern von Eisenbahndirektionen der "Norddeutsche Allgemeine Zeitung" in bedeutenden Mengen als Packmaterial verwendet werde, während andere Zeitungen an Papier bittersten Mangel litten, gegen den man behördlich nichts tun zu können behaupte.: [36, 1665, 516, 1764]
article-paragraph: Wenn aus den Kreisen der Alldeutschen behauptet wird, man könne nur auf der Grundlage einer solchen Machtstellung einen dauernden Frieden erlangen, so ist das ganze Vorhaben völlig absurd; denn das bedeutet einen bloßen Krieg und würde England dem Siege um keinen Zoll näher bringen. Der Premierminister könne dem Hause sehr wichtige Informationen geben, auf die es Anspruch habe. Zudem sei es verderblich, bewußt so dem Hause und dem Lande eine unverdiente Geringschätzung. Smallwood beklagte sich bitter über die in der englischen Armee herrschende Günstlingswirtschaft, durch die viele tüchtige junge Männer im Hause gehalten würden, während andere trotz einer vielfachen Verwundung immer wieder an die Front entsandt würden.: [36, 43, 516, 224]
article-headline: Die Verpachtung des Bade- und Kuruniernehmens in Salzhausen.: [1045, 255, 1507, 294]
article-headline: Die Anklage gegen Malvy.: [164, 677, 388, 696]
table-row: [1041, 1488, 1512, 1504]
value-cell: 193: [1184, 1353, 1253, 1368]
value-cell: —: [1480, 1186, 1512, 1201]
value-cell: 201: [1184, 1504, 1253, 1519]
side-cell: feindliche: [1120, 1201, 1185, 1217]
